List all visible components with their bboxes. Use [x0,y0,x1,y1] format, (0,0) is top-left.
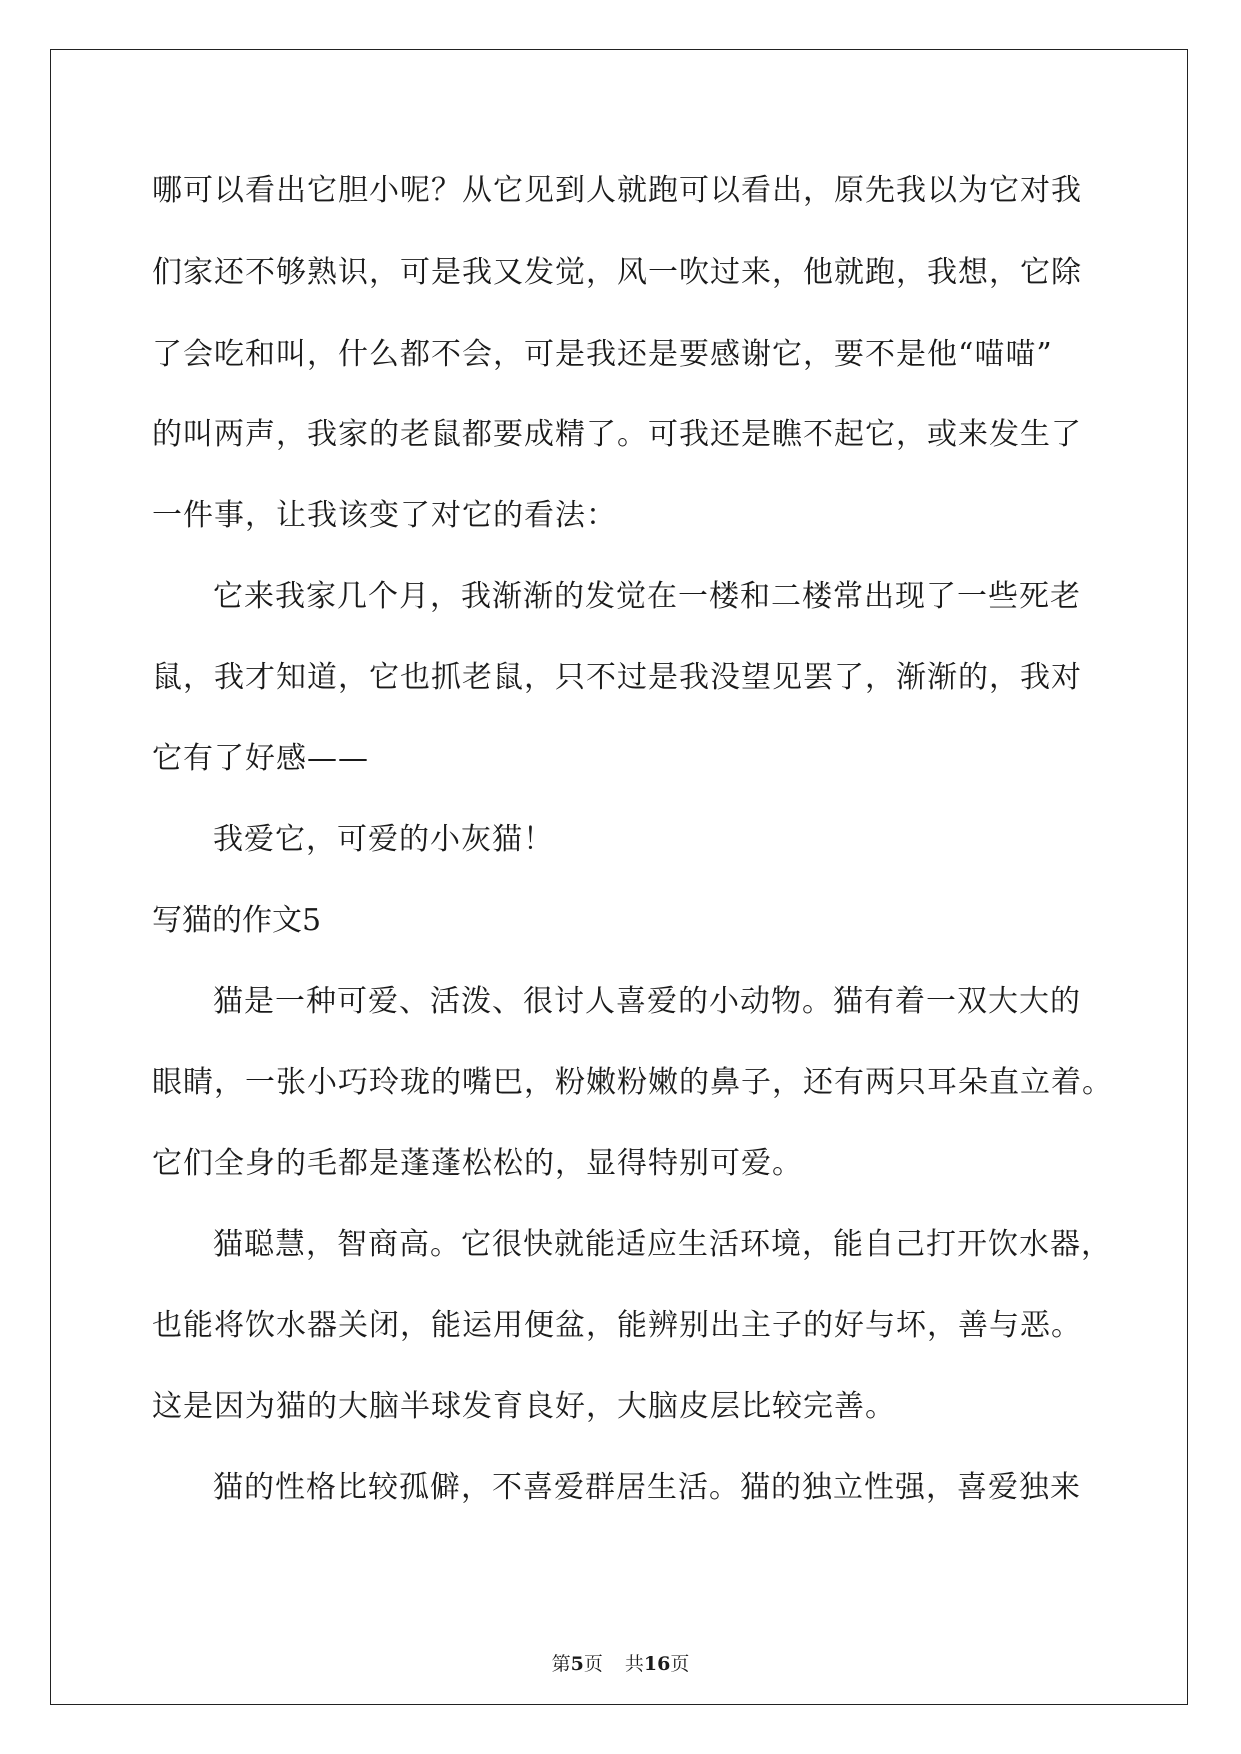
page-unit: 页 [583,1653,603,1675]
text-line: 哪可以看出它胆小呢？从它见到人就跑可以看出，原先我以为它对我 [152,173,1082,208]
paragraph-first-line: 我爱它，可爱的小灰猫！ [213,822,554,857]
text-line: 这是因为猫的大脑半球发育良好，大脑皮层比较完善。 [152,1389,896,1424]
text-line: 也能将饮水器关闭，能运用便盆，能辨别出主子的好与坏，善与恶。 [152,1308,1082,1343]
page-prefix: 第 [551,1653,571,1675]
page-border [50,49,1188,1705]
section-heading: 写猫的作文5 [152,903,322,938]
text-line: 了会吃和叫，什么都不会，可是我还是要感谢它，要不是他“喵喵” [152,337,1053,372]
paragraph-first-line: 猫是一种可爱、活泼、很讨人喜爱的小动物。猫有着一双大大的 [213,984,1081,1019]
text-line: 一件事，让我该变了对它的看法： [152,498,617,533]
text-line: 鼠，我才知道，它也抓老鼠，只不过是我没望见罢了，渐渐的，我对 [152,660,1082,695]
text-line: 它有了好感—— [152,741,369,776]
total-page-count: 16 [643,1653,671,1675]
paragraph-first-line: 猫的性格比较孤僻，不喜爱群居生活。猫的独立性强，喜爱独来 [213,1470,1081,1505]
text-line: 它们全身的毛都是蓬蓬松松的，显得特别可爱。 [152,1146,803,1181]
total-unit: 页 [670,1653,690,1675]
text-line: 眼睛，一张小巧玲珑的嘴巴，粉嫩粉嫩的鼻子，还有两只耳朵直立着。 [152,1065,1113,1100]
total-prefix: 共 [624,1653,644,1675]
text-line: 们家还不够熟识，可是我又发觉，风一吹过来，他就跑，我想，它除 [152,255,1082,290]
current-page-number: 5 [570,1653,584,1675]
text-line: 的叫两声，我家的老鼠都要成精了。可我还是瞧不起它，或来发生了 [152,417,1082,452]
paragraph-first-line: 它来我家几个月，我渐渐的发觉在一楼和二楼常出现了一些死老 [213,579,1081,614]
paragraph-first-line: 猫聪慧，智商高。它很快就能适应生活环境，能自己打开饮水器， [213,1227,1112,1262]
page-footer [0,1652,1241,1676]
